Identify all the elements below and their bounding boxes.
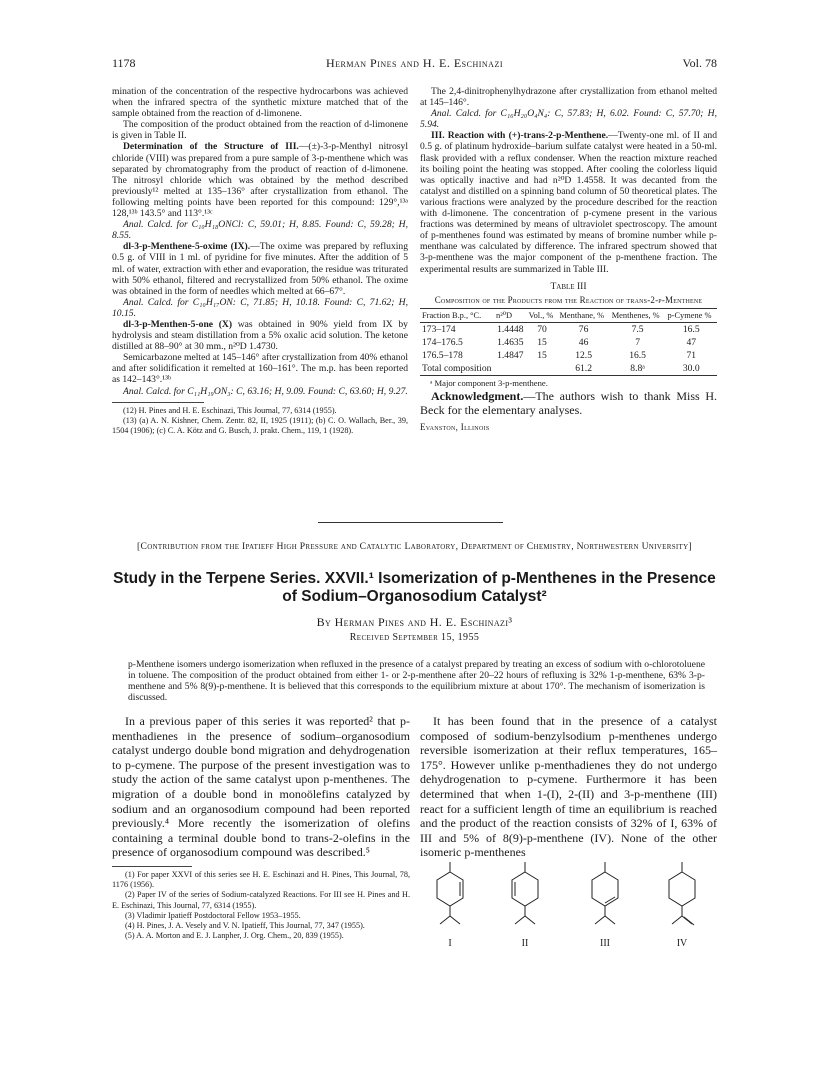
table-cell: 30.0 <box>682 362 700 374</box>
section-heading: Determination of the Structure of III. <box>123 141 299 153</box>
table-cell: 15 <box>537 349 547 361</box>
table-cell: 16.5 <box>682 323 700 335</box>
table-row <box>420 349 717 362</box>
paragraph-text: —(±)-3-p-Menthyl nitrosyl chloride (VIII) was prepared from a pure sample of 3-p-menthene which was separated by chromatography from the product of reaction of d-limonene. The nitrosyl chloride which was obtained by the method described previously¹² melted at 135–136° after crystallization from ethanol. The following melting points have been reported for this compound: 129°,¹³ᵃ 128,¹³ᵇ 143.5° and 113°.¹³ᶜ <box>112 141 408 220</box>
table-cell: 7.5 <box>631 323 644 335</box>
structure-iii <box>592 862 618 924</box>
paragraph <box>112 241 408 296</box>
table-cell: 46 <box>578 336 589 348</box>
table-cell: 47 <box>686 336 697 348</box>
table-cell: 12.5 <box>575 349 592 361</box>
section-heading: III. Reaction with (+)-trans-2-p-Menthene. <box>431 130 609 142</box>
col-header: p-Cymene % <box>667 310 712 320</box>
table-total-row <box>420 362 717 376</box>
footnote-rule <box>112 402 204 403</box>
table-iii <box>420 308 717 376</box>
table-cell: 70 <box>537 323 547 335</box>
table-cell: 1.4448 <box>497 323 524 335</box>
table-cell: Total composition <box>422 362 492 374</box>
table-footnote: ᵃ Major component 3-p-menthene. <box>430 378 548 389</box>
right-column <box>420 86 717 433</box>
paragraph-text: —Twenty-one ml. of II and 0.5 g. of platinum hydroxide–barium sulfate catalyst were heated in a 50-ml. flask provided with a reflux condenser. When the reaction mixture reached its boiling point the heating was stopped. After cooling the colorless liquid was optically inactive and had n²⁰D 1.4558. It was decanted from the catalyst and distilled on a spinning band column of 50 theoretical plates. The various fractions were analyzed by the procedure described for the reaction with d-limonene. The concentration of p-cymene present in the various fractions was determined by means of ultraviolet spectroscopy. The amount of p-menthenes found was estimated by means of bromine number while p-menthane was calculated by difference. The infrared spectrum showed that 3-p-menthene was the major component of the p-menthene fraction. The experimental results are summarized in Table III. <box>420 130 717 275</box>
structure-label: II <box>521 938 529 949</box>
table-caption: Composition of the Products from the Reaction of trans-2-p-Menthene <box>434 294 703 305</box>
structure-label: I <box>448 938 452 949</box>
paragraph: The composition of the product obtained from the reaction of d-limonene is given in Table II. <box>112 119 408 142</box>
paragraph: The 2,4-dinitrophenylhydrazone after crystallization from ethanol melted at 145–146°. <box>420 86 717 109</box>
acknowledgment <box>420 389 717 417</box>
structure-iv <box>669 862 695 925</box>
paragraph: In a previous paper of this series it was reported² that p-menthadienes in the presence of sodium–organosodium catalyst undergo double bond migration and dehydrogenation to p-cymene. The purpose of the present investigation was to study the action of the same catalyst upon p-menthenes. The migration of a double bond in monoölefins catalyzed by sodium and an organosodium compound had been reported previously.⁴ More recently the isomerization of olefins containing a terminal double bond to trans-2-olefins in the presence of organosodium compound was described.⁵ <box>112 714 410 860</box>
table-cell: 1.4847 <box>497 349 524 361</box>
col-header: Menthenes, % <box>611 310 660 320</box>
paragraph: Semicarbazone melted at 145–146° after crystallization from 40% ethanol and after solidification it remelted at 160–161°. The m.p. has been reported as 142–143°.¹³ᵇ <box>112 352 408 386</box>
col-header: Menthane, % <box>559 310 605 320</box>
volume-label: Vol. 78 <box>682 56 717 70</box>
footnote: (3) Vladimir Ipatieff Postdoctoral Fellow 1953–1955. <box>125 910 301 920</box>
structure-ii <box>512 862 538 924</box>
footnote: (12) H. Pines and H. E. Eschinazi, This Journal, 77, 6314 (1955). <box>123 405 337 415</box>
abstract: p-Menthene isomers undergo isomerization when refluxed in the presence of a catalyst prepared by treating an excess of sodium with o-chlorotoluene in toluene. The composition of the product obtained from either 1- or 2-p-menthene after 20–22 hours of refluxing is 32% 1-p-menthene, 63% 3-p-menthene and 5% 8(9)-p-menthene. It is believed that this corresponds to the equilibrium mixture at about 170°. The mechanism of isomerization is discussed. <box>128 659 705 704</box>
analysis-line: Anal. Calcd. for C₁₆H₂₀O₄N₄: C, 57.83; H, 6.02. Found: C, 57.70; H, 5.94. <box>420 108 717 131</box>
col-header: n²⁰D <box>496 310 513 320</box>
page-number: 1178 <box>112 56 136 70</box>
section-heading: dl-3-p-Menthene-5-oxime (IX). <box>123 241 251 253</box>
table-cell: 173–174 <box>422 323 456 335</box>
paragraph-text: was obtained in 90% yield from IX by hydrolysis and steam distillation from a 5% oxalic acid solution. The ketone distilled at 88–90° at 30 mm., n²⁰D 1.4730. <box>112 318 408 353</box>
footnote: (4) H. Pines, J. A. Vesely and V. N. Ipatieff, This Journal, 77, 347 (1955). <box>125 920 365 930</box>
body-right-column <box>420 714 717 860</box>
footnote: (13) (a) A. N. Kishner, Chem. Zentr. 82, II, 1925 (1911); (b) C. O. Wallach, Ber., 39, 1504 (1906); (c) C. A. Kötz and G. Busch, J. prakt. Chem., 119, 1 (1928). <box>112 415 408 435</box>
paragraph: mination of the concentration of the respective hydrocarbons was achieved when the infrared spectra of the synthetic mixture matched that of the sample obtained from the reaction of d-limonene. <box>112 86 408 120</box>
table-cell: 176.5–178 <box>422 349 463 361</box>
col-header: Vol., % <box>528 310 554 320</box>
paragraph-text: —The oxime was prepared by refluxing 0.5 g. of VIII in 1 ml. of pyridine for five minutes. After the addition of 5 ml. of water, extraction with ether and evaporation, the residue was triturated with 50% ethanol, filtered and recrystallized from 50% ethanol. The oxime was obtained in the form of needles which melted at 66–67°. <box>112 241 408 297</box>
structure-label: III <box>600 938 610 949</box>
table-cell: 71 <box>686 349 697 361</box>
paragraph: It has been found that in the presence of a catalyst composed of sodium-benzylsodium p-menthenes undergo reversible isomerization at their reflux temperatures, 165–175°. However unlike p-menthadienes they do not undergo dehydrogenation to p-cymene. Furthermore it has been determined that when 1-(I), 2-(II) and 3-p-menthene (III) react for a sufficient length of time an equilibrium is reached and the product of the reaction consists of 32% of I, 63% of III and 5% of 8(9)-p-menthene (IV). None of the other isomeric p-menthenes <box>420 714 717 860</box>
structure-i <box>437 862 463 924</box>
table-row <box>420 336 717 349</box>
footnote: (2) Paper IV of the series of Sodium-catalyzed Reactions. For III see H. Pines and H. E. Eschinazi, This Journal, 77, 6314 (1955). <box>112 890 410 910</box>
left-column <box>112 86 408 436</box>
footnote-rule <box>112 866 192 867</box>
footnote: (1) For paper XXVI of this series see H. E. Eschinazi and H. Pines, This Journal, 78, 1176 (1956). <box>112 869 410 890</box>
body-left-column <box>112 714 410 941</box>
analysis-line: Anal. Calcd. for C₁₁H₁₉ON₃: C, 63.16; H, 9.09. Found: C, 63.60; H, 9.27. <box>123 385 408 397</box>
ack-heading: Acknowledgment. <box>431 389 524 404</box>
paragraph <box>420 130 717 274</box>
received-date: Received September 15, 1955 <box>349 632 480 643</box>
col-header: Fraction B.p., °C. <box>422 310 482 320</box>
ack-text: —The authors wish to thank Miss H. Beck for the elementary analyses. <box>420 389 717 418</box>
article-authors: By Herman Pines and H. E. Eschinazi³ <box>316 615 513 629</box>
table-cell: 8.8ᵃ <box>630 362 645 374</box>
table-row <box>420 322 717 336</box>
table-header-row <box>420 308 717 322</box>
menthene-structures <box>420 858 717 938</box>
analysis-line: Anal. Calcd. for C₁₀H₁₈ONCl: C, 59.01; H, 8.85. Found: C, 59.28; H, 8.55. <box>112 219 408 242</box>
structure-label: IV <box>676 938 688 949</box>
location: Evanston, Illinois <box>420 422 490 433</box>
article-title: Study in the Terpene Series. XXVII.¹ Isomerization of p-Menthenes in the Presence of Sodium–Organosodium Catalyst² <box>113 570 716 605</box>
article-divider <box>318 522 503 523</box>
paragraph <box>112 319 408 352</box>
table-cell: 76 <box>578 323 589 335</box>
table-title: Table III <box>550 280 587 292</box>
section-heading: dl-3-p-Menthen-5-one (X) <box>123 318 233 330</box>
contribution-line: [Contribution from the Ipatieff High Pressure and Catalytic Laboratory, Department of Chemistry, Northwestern University] <box>137 541 692 552</box>
page-header <box>112 56 717 72</box>
footnote: (5) A. A. Morton and E. J. Lanpher, J. Org. Chem., 20, 839 (1955). <box>125 931 344 941</box>
table-cell: 7 <box>635 336 640 348</box>
paragraph <box>112 141 408 219</box>
structure-figure <box>420 858 717 950</box>
table-cell: 15 <box>537 336 547 348</box>
table-cell: 1.4635 <box>497 336 524 348</box>
table-cell: 174–176.5 <box>422 336 463 348</box>
table-cell: 16.5 <box>629 349 646 361</box>
table-cell: 61.2 <box>575 362 592 374</box>
analysis-line: Anal. Calcd. for C₁₀H₁₇ON: C, 71.85; H, 10.18. Found: C, 71.62; H, 10.15. <box>112 296 408 319</box>
running-title: Herman Pines and H. E. Eschinazi <box>326 56 503 70</box>
